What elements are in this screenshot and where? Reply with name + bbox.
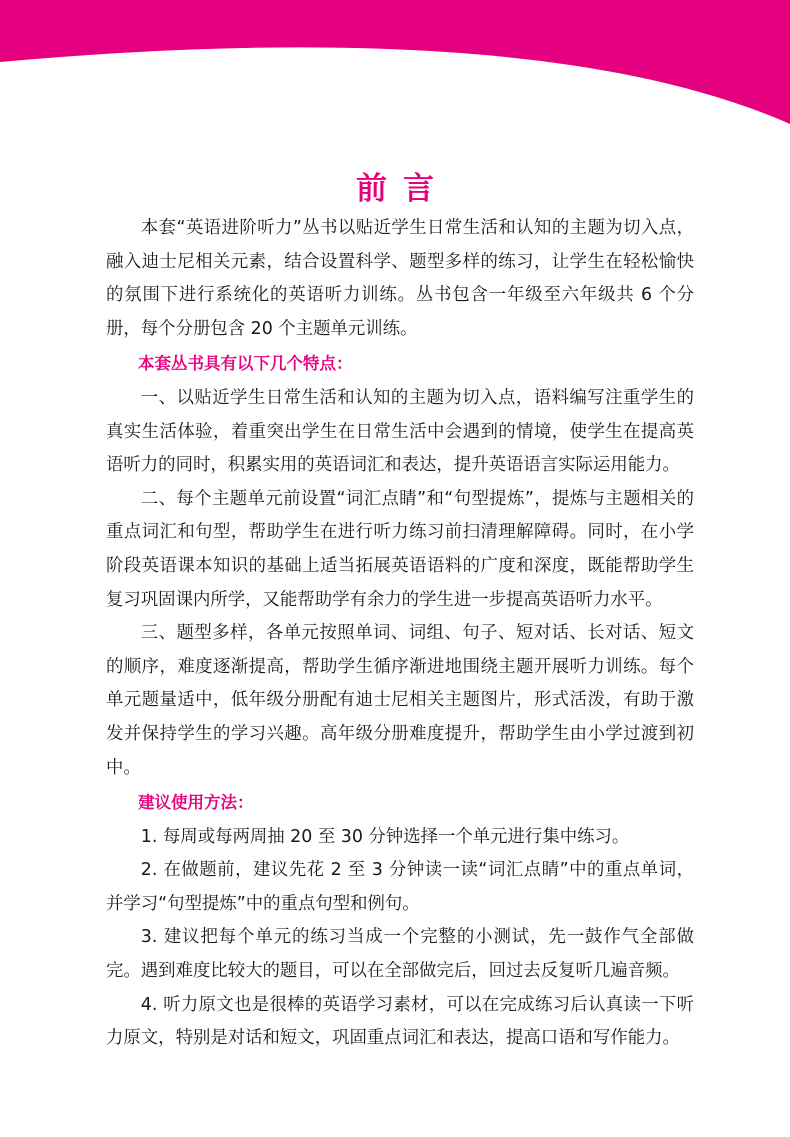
page-title: 前言 <box>356 171 450 207</box>
usage-item-2: 2. 在做题前，建议先花 2 至 3 分钟读一读“词汇点睛”中的重点单词，并学习“句型提炼”中的重点句型和例句。 <box>106 860 694 914</box>
feature-item-1: 一、以贴近学生日常生活和认知的主题为切入点，语料编写注重学生的真实生活体验，着重突出学生在日常生活中会遇到的情境，使学生在提高英语听力的同时，积累实用的英语词汇和表达，提升英语语言实际运用能力。 <box>106 387 694 476</box>
intro-paragraph: 本套“英语进阶听力”丛书以贴近学生日常生活和认知的主题为切入点，融入迪士尼相关元素，结合设置科学、题型多样的练习，让学生在轻松愉快的氛围下进行系统化的英语听力训练。丛书包含一年级至六年级共 6 个分册，每个分册包含 20 个主题单元训练。 <box>106 218 694 339</box>
usage-item-4: 4. 听力原文也是很棒的英语学习素材，可以在完成练习后认真读一下听力原文，特别是对话和短文，巩固重点词汇和表达，提高口语和写作能力。 <box>106 994 694 1049</box>
feature-item-2: 二、每个主题单元前设置“词汇点睛”和“句型提炼”，提炼与主题相关的重点词汇和句型，帮助学生在进行听力练习前扫清理解障碍。同时，在小学阶段英语课本知识的基础上适当拓展英语语料的广度和深度，既能帮助学生复习巩固课内所学，又能帮助学有余力的学生进一步提高英语听力水平。 <box>106 488 694 610</box>
header-decorative-band <box>0 0 790 130</box>
features-heading: 本套丛书具有以下几个特点： <box>138 354 353 374</box>
preface-body <box>106 212 694 1056</box>
usage-item-3: 3. 建议把每个单元的练习当成一个完整的小测试，先一鼓作气全部做完。遇到难度比较大的题目，可以在全部做完后，回过去反复听几遍音频。 <box>106 927 694 982</box>
usage-item-1: 1. 每周或每两周抽 20 至 30 分钟选择一个单元进行集中练习。 <box>140 826 630 847</box>
feature-item-3: 三、题型多样，各单元按照单词、词组、句子、短对话、长对话、短文的顺序，难度逐渐提高，帮助学生循序渐进地围绕主题开展听力训练。每个单元题量适中，低年级分册配有迪士尼相关主题图片，形式活泼，有助于激发并保持学生的学习兴趣。高年级分册难度提升，帮助学生由小学过渡到初中。 <box>106 623 694 778</box>
usage-heading: 建议使用方法： <box>138 793 254 813</box>
